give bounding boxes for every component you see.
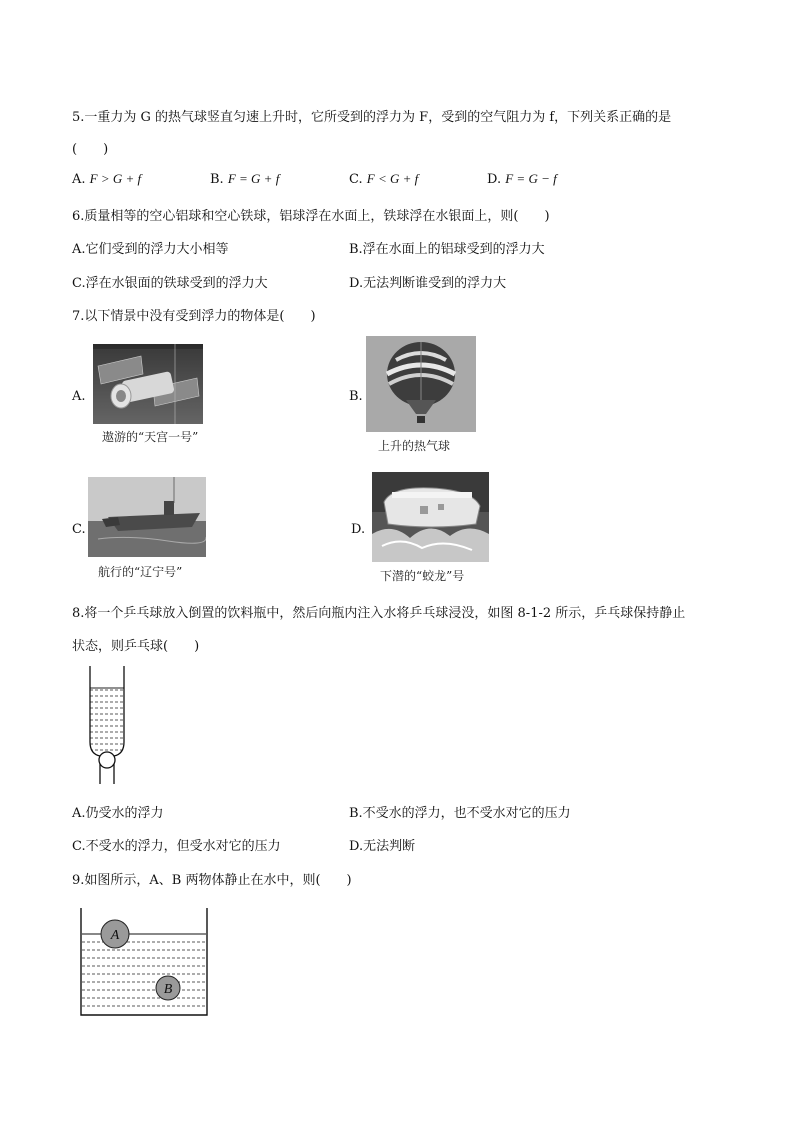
q5-stem: 5.一重力为 G 的热气球竖直匀速上升时，它所受到的浮力为 F，受到的空气阻力为 f，下列关系正确的是 bbox=[72, 110, 672, 125]
jiaolong-submersible-image bbox=[372, 472, 489, 562]
q8-option-d: D.无法判断 bbox=[349, 839, 416, 854]
q8-option-c: C.不受水的浮力，但受水对它的压力 bbox=[72, 839, 281, 854]
q7-option-a-caption: 遨游的“天宫一号” bbox=[102, 430, 199, 444]
q5-paren: ( ) bbox=[72, 142, 109, 157]
jiaolong-photo bbox=[372, 472, 489, 562]
q7-option-b-label: B. bbox=[349, 389, 363, 404]
q6-option-c: C.浮在水银面的铁球受到的浮力大 bbox=[72, 276, 268, 291]
ping-pong-ball bbox=[99, 752, 115, 768]
q6-option-a: A.它们受到的浮力大小相等 bbox=[72, 242, 229, 257]
q7-option-c-caption: 航行的“辽宁号” bbox=[98, 565, 183, 579]
q8-bottle-diagram bbox=[82, 664, 132, 786]
tiangong-photo bbox=[93, 344, 203, 424]
q7-option-a-label: A. bbox=[72, 389, 86, 404]
water-tank-figure bbox=[78, 906, 210, 1018]
q7-option-d-caption: 下潜的“蛟龙”号 bbox=[380, 569, 465, 583]
inverted-bottle-figure bbox=[82, 664, 132, 786]
q7-option-d-label: D. bbox=[351, 522, 366, 537]
q6-option-b: B.浮在水面上的铝球受到的浮力大 bbox=[349, 242, 545, 257]
tiangong-image bbox=[93, 344, 203, 424]
liaoning-carrier-image bbox=[88, 477, 206, 557]
q6-option-d: D.无法判断谁受到的浮力大 bbox=[349, 276, 507, 291]
q9-stem: 9.如图所示，A、B 两物体静止在水中，则( ) bbox=[72, 873, 352, 888]
ball-b-label: B bbox=[163, 982, 173, 997]
q7-option-b-caption: 上升的热气球 bbox=[378, 439, 451, 453]
q9-tank-diagram bbox=[78, 906, 210, 1018]
q5-option-a: A. F > G + f bbox=[72, 171, 142, 187]
q5-option-d: D. F = G − f bbox=[487, 171, 557, 187]
q5-option-c: C. F < G + f bbox=[349, 171, 419, 187]
q7-stem: 7.以下情景中没有受到浮力的物体是( ) bbox=[72, 309, 316, 324]
hot-air-balloon-image bbox=[366, 336, 476, 432]
q8-option-a: A.仍受水的浮力 bbox=[72, 806, 164, 821]
q8-option-b: B.不受水的浮力，也不受水对它的压力 bbox=[349, 806, 571, 821]
balloon-photo bbox=[366, 336, 476, 432]
q8-stem-line2: 状态，则乒乓球( ) bbox=[72, 639, 200, 654]
q6-stem: 6.质量相等的空心铝球和空心铁球，铝球浮在水面上，铁球浮在水银面上，则( ) bbox=[72, 209, 550, 224]
q8-stem-line1: 8.将一个乒乓球放入倒置的饮料瓶中，然后向瓶内注入水将乒乓球浸没，如图 8-1-2 所示，乒乓球保持静止 bbox=[72, 606, 686, 621]
q7-option-c-label: C. bbox=[72, 522, 86, 537]
ball-a-label: A bbox=[110, 928, 120, 943]
carrier-photo bbox=[88, 477, 206, 557]
q5-option-b: B. F = G + f bbox=[210, 171, 280, 187]
